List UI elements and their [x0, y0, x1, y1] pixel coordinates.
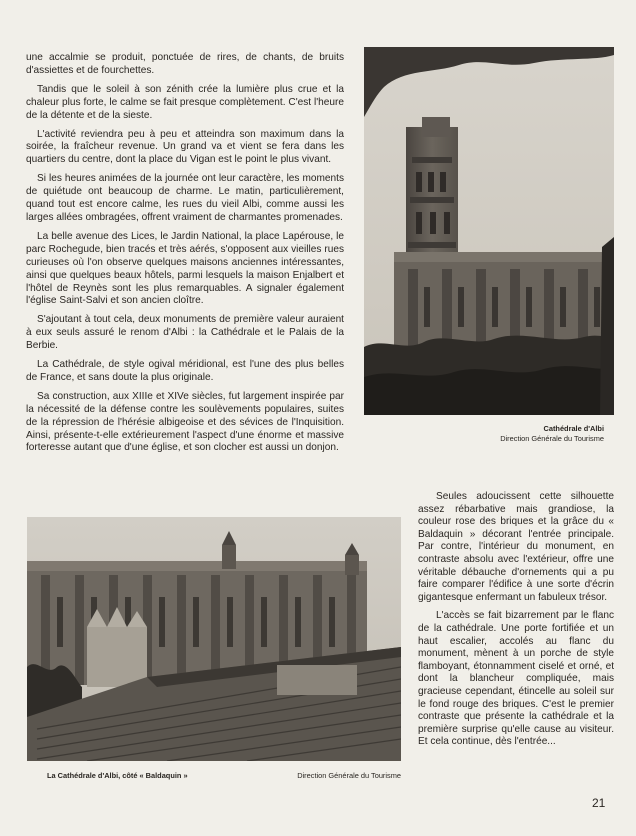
paragraph: La Cathédrale, de style ogival méridional, est l'une des plus belles de France, et sans doute la plus originale. — [26, 359, 344, 383]
cathedral-baldaquin-photo — [27, 517, 401, 761]
right-text-column — [418, 491, 614, 755]
caption-credit: Direction Générale du Tourisme — [297, 771, 401, 780]
paragraph: La belle avenue des Lices, le Jardin National, la place Lapérouse, le parc Rochegude, bien tracés et très aérés, s'opposent aux vieilles rues curieuses où l'on observe quelques maisons anciennes intéressantes, ainsi que quelques beaux hôtels, parmi lesquels la maison Enjalbert et l'hôtel de Reynès sont les plus remarquables. A signaler également l'église Saint-Salvi et son ancien cloître. — [26, 230, 344, 307]
page-number: 21 — [592, 796, 606, 810]
left-text-column — [26, 52, 344, 461]
paragraph: L'accès se fait bizarrement par le flanc de la cathédrale. Une porte fortifiée et un haut escalier, accolés au flanc du monument, mènent à un porche de style flamboyant, étonnamment ciselé et orné, et dont la blancheur compliquée, mais gracieuse cependant, étincelle au soleil sur le fond rouge des briques. C'est le premier contraste que présente la cathédrale et la première surprise qu'elle cause au visiteur. Et cela continue, dès l'entrée... — [418, 610, 614, 748]
paragraph: S'ajoutant à tout cela, deux monuments de première valeur auraient à eux seuls assuré le renom d'Albi : la Cathédrale et le Palais de la Berbie. — [26, 314, 344, 352]
caption-title: La Cathédrale d'Albi, côté « Baldaquin » — [47, 771, 188, 780]
paragraph: Si les heures animées de la journée ont leur caractère, les moments de quiétude ont beaucoup de charme. Le matin, particulièrement, quand tout est encore calme, les rues du vieil Albi, comme aussi les larges allées ombragées, offrent vraiment de charmantes promenades. — [26, 173, 344, 223]
paragraph: L'activité reviendra peu à peu et atteindra son maximum dans la soirée, la fraîcheur revenue. Un grand va et vient se fera dans les quartiers du centre, dont la place du Vigan est le point le plus vivant. — [26, 128, 344, 166]
paragraph: Seules adoucissent cette silhouette assez rébarbative mais grandiose, la couleur rose des briques et la grâce du « Baldaquin » décorant l'entrée principale. Par contre, l'intérieur du monument, en contraste absolu avec l'extérieur, offre une véritable débauche d'ornements qui a pu faire comparer l'édifice à une sorte d'écrin gigantesque enfermant un fabuleux trésor. — [418, 491, 614, 603]
cathedral-tower-photo — [364, 47, 614, 415]
paragraph: une accalmie se produit, ponctuée de rires, de chants, de bruits d'assiettes et de fourchettes. — [26, 52, 344, 76]
paragraph: Sa construction, aux XIIIe et XIVe siècles, fut largement inspirée par la nécessité de la défense contre les soulèvements populaires, suites de la répression de l'hérésie albigeoise et des sévices de l'Inquisition. Ainsi, présente-t-elle extérieurement l'aspect d'une énorme et massive forteresse autant que d'une église, et son clocher est aussi un donjon. — [26, 390, 344, 454]
paragraph: Tandis que le soleil à son zénith crée la lumière plus crue et la chaleur plus forte, le calme se fait presque complètement. C'est l'heure de la détente et de la sieste. — [26, 83, 344, 121]
cathedral-tower-caption — [364, 424, 614, 444]
caption-credit: Direction Générale du Tourisme — [500, 434, 604, 443]
caption-title: Cathédrale d'Albi — [543, 424, 604, 433]
